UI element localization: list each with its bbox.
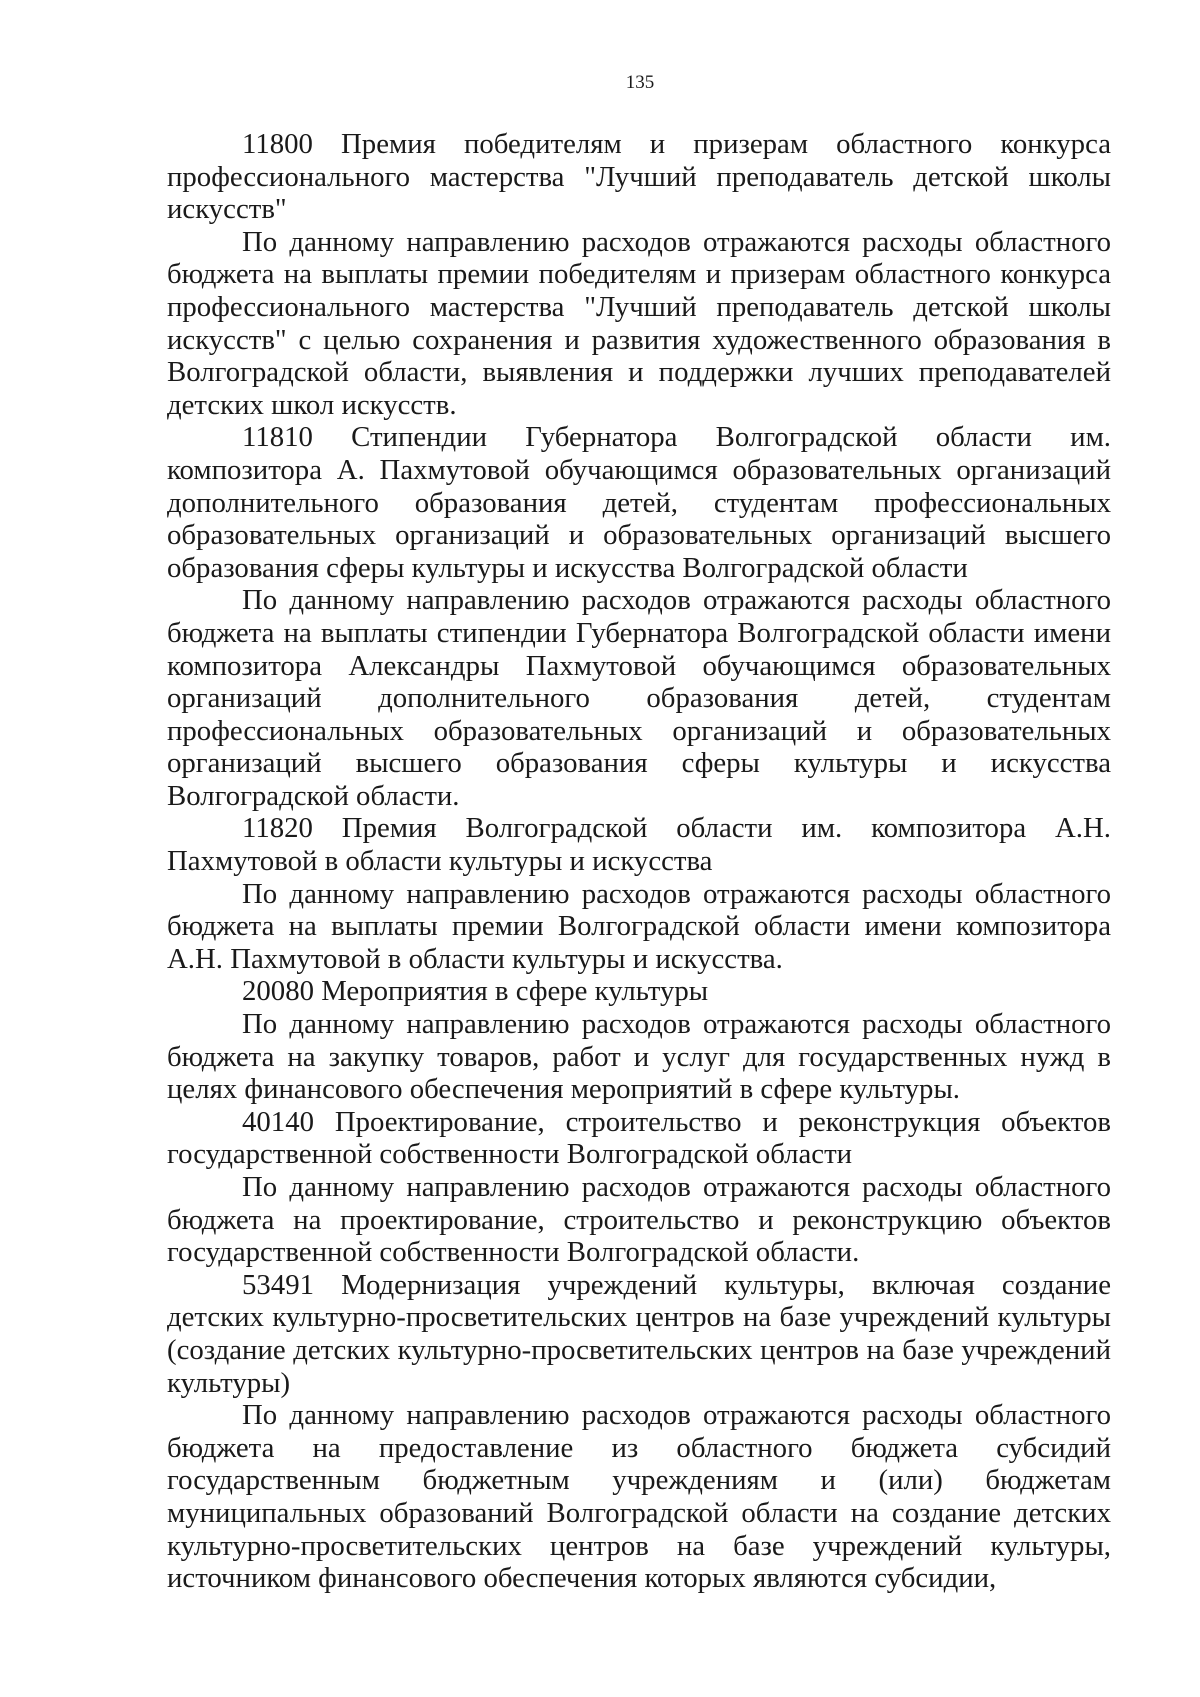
paragraph-heading-11820: 11820 Премия Волгоградской области им. композитора А.Н. Пахмутовой в области культуры и искусства [167,812,1111,878]
paragraph-description-11820: По данному направлению расходов отражаются расходы областного бюджета на выплаты премии Волгоградской области имени композитора А.Н. Пахмутовой в области культуры и искусства. [167,877,1111,975]
paragraph-heading-11800: 11800 Премия победителям и призерам областного конкурса профессионального мастерства "Лучший преподаватель детской школы искусств" [167,128,1111,226]
document-body [167,128,1111,1595]
paragraph-description-11800: По данному направлению расходов отражаются расходы областного бюджета на выплаты премии победителям и призерам областного конкурса профессионального мастерства "Лучший преподаватель детской школы искусств" с целью сохранения и развития художественного образования в Волгоградской области, выявления и поддержки лучших преподавателей детских школ искусств. [167,225,1111,421]
page-number: 135 [625,72,655,93]
paragraph-heading-40140: 40140 Проектирование, строительство и реконструкция объектов государственной собственности Волгоградской области [167,1105,1111,1171]
paragraph-description-20080: По данному направлению расходов отражаются расходы областного бюджета на закупку товаров, работ и услуг для государственных нужд в целях финансового обеспечения мероприятий в сфере культуры. [167,1008,1111,1106]
paragraph-description-11810: По данному направлению расходов отражаются расходы областного бюджета на выплаты стипендии Губернатора Волгоградской области имени композитора Александры Пахмутовой обучающимся образовательных организаций дополнительного образования детей, студентам профессиональных образовательных организаций и образовательных организаций высшего образования сферы культуры и искусства Волгоградской области. [167,584,1111,812]
paragraph-heading-53491: 53491 Модернизация учреждений культуры, включая создание детских культурно-просветительских центров на базе учреждений культуры (создание детских культурно-просветительских центров на базе учреждений культуры) [167,1268,1111,1399]
paragraph-heading-11810: 11810 Стипендии Губернатора Волгоградской области им. композитора А. Пахмутовой обучающимся образовательных организаций дополнительного образования детей, студентам профессиональных образовательных организаций и образовательных организаций высшего образования сферы культуры и искусства Волгоградской области [167,421,1111,584]
paragraph-description-40140: По данному направлению расходов отражаются расходы областного бюджета на проектирование, строительство и реконструкцию объектов государственной собственности Волгоградской области. [167,1171,1111,1269]
paragraph-heading-20080: 20080 Мероприятия в сфере культуры [242,975,709,1008]
paragraph-description-53491: По данному направлению расходов отражаются расходы областного бюджета на предоставление из областного бюджета субсидий государственным бюджетным учреждениям и (или) бюджетам муниципальных образований Волгоградской области на создание детских культурно-просветительских центров на базе учреждений культуры, источником финансового обеспечения которых являются субсидии, [167,1399,1111,1595]
